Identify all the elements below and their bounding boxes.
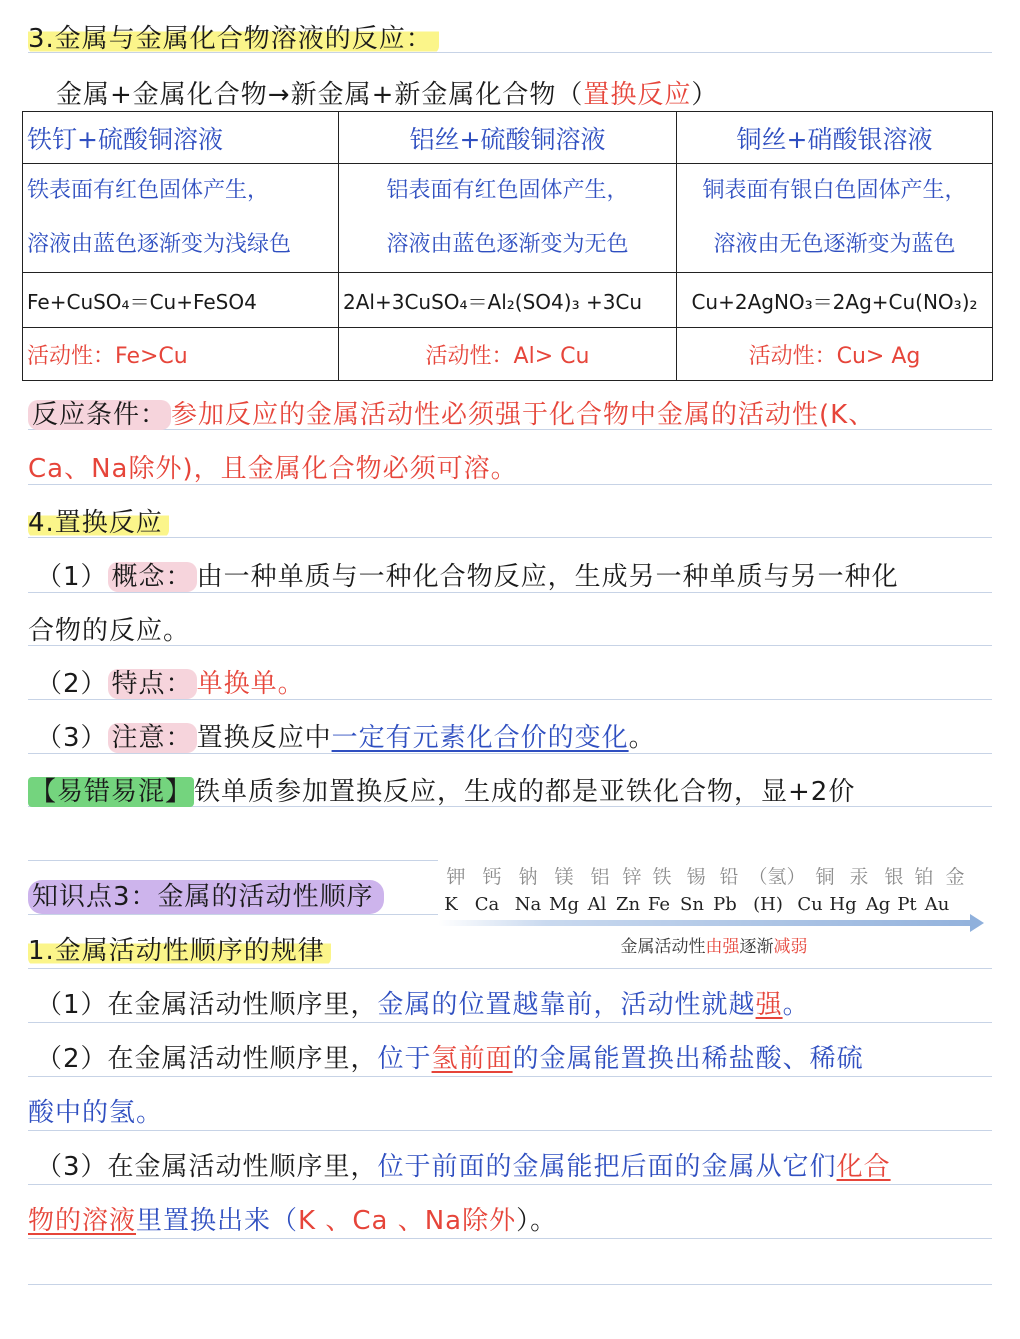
activity-cell: 活动性：Fe>Cu	[23, 328, 339, 381]
series-element-symbol: Hg	[829, 894, 857, 915]
section-3-title-text: 3.金属与金属化合物溶液的反应：	[28, 24, 439, 54]
series-symbol-row	[438, 894, 990, 915]
rule-3-end: ）。	[516, 1206, 558, 1236]
concept-line-1	[36, 560, 899, 594]
rule-1-prefix: （1）在金属活动性顺序里，	[36, 990, 378, 1020]
table-cell	[23, 164, 339, 273]
series-element-cn: 汞	[849, 866, 869, 888]
table-equation-row	[23, 273, 993, 328]
feature-label: 特点：	[108, 669, 197, 699]
ruled-line	[28, 1238, 992, 1239]
feature-number: （2）	[36, 669, 108, 699]
table-header-row	[23, 112, 993, 164]
caption-text: 金属活动性	[620, 937, 706, 957]
concept-text: 由一种单质与一种化合物反应，生成另一种单质与另一种化	[196, 562, 899, 592]
reaction-formula-text: 金属+金属化合物→新金属+新金属化合物（	[56, 80, 584, 110]
ruled-line	[28, 1130, 992, 1131]
series-element-symbol: Zn	[615, 894, 641, 915]
series-element-symbol: Fe	[647, 894, 671, 915]
note-label: 注意：	[108, 723, 197, 753]
rule-3-emphasis: 物的溶液	[28, 1206, 137, 1236]
caption-strong: 由强	[705, 937, 740, 957]
rule-3-exception: K 、Ca 、Na除外	[298, 1206, 517, 1236]
activity-series-caption	[438, 932, 990, 957]
experiment-table	[22, 111, 993, 381]
rule-2-text: 的金属能置换出稀盐酸、稀硫	[512, 1044, 864, 1074]
rule-1-text: 金属的位置越靠前，活动性就越	[377, 990, 756, 1020]
ruled-line	[28, 968, 992, 969]
series-element-symbol: Pt	[897, 894, 917, 915]
note-emphasis: 一定有元素化合价的变化	[331, 723, 629, 753]
note-text: 置换反应中	[196, 723, 332, 753]
series-element-cn: 铂	[914, 866, 934, 888]
equation-cell: Cu+2AgNO₃＝2Ag+Cu(NO₃)₂	[677, 273, 993, 328]
table-activity-row	[23, 328, 993, 381]
ruled-line	[28, 1284, 992, 1285]
series-element-symbol: K	[444, 894, 458, 915]
note-number: （3）	[36, 723, 108, 753]
series-element-symbol: Sn	[680, 894, 704, 915]
table-observation-row	[23, 164, 993, 273]
series-element-symbol: Mg	[549, 894, 579, 915]
rule-1-end: 。	[782, 990, 810, 1020]
caption-text: 逐渐	[739, 937, 774, 957]
ruled-line	[28, 1076, 992, 1077]
rule-2-line-1	[36, 1042, 864, 1076]
table-header-cell: 铝丝+硫酸铜溶液	[339, 112, 677, 164]
series-element-symbol: (H)	[753, 894, 783, 915]
note-end: 。	[628, 723, 656, 753]
series-element-cn: 铜	[815, 866, 835, 888]
rule-3-emphasis: 化合	[836, 1152, 891, 1182]
table-header-cell: 铜丝+硝酸银溶液	[677, 112, 993, 164]
observation-line: 溶液由蓝色逐渐变为浅绿色	[27, 232, 292, 257]
section-3-title	[28, 22, 439, 56]
reaction-condition-line-2: Ca、Na除外)，且金属化合物必须可溶。	[28, 454, 518, 484]
series-element-symbol: Na	[514, 894, 542, 915]
series-element-symbol: Ag	[865, 894, 891, 915]
section-4-title	[28, 506, 169, 540]
equation-cell: Fe+CuSO₄＝Cu+FeSO4	[23, 273, 339, 328]
activity-arrow	[438, 920, 978, 926]
rule-1-emphasis: 强	[755, 990, 783, 1020]
knowledge-point-3-title-text: 知识点3：金属的活动性顺序	[28, 880, 384, 914]
series-element-symbol: Au	[924, 894, 950, 915]
note-line	[36, 721, 656, 755]
activity-series-figure	[438, 856, 990, 964]
series-element-cn: 镁	[554, 866, 574, 888]
reaction-condition-line-1	[28, 398, 875, 432]
feature-line	[36, 667, 305, 701]
reaction-type-label: 置换反应	[583, 80, 692, 110]
concept-label: 概念：	[108, 562, 197, 592]
series-element-cn: 锌	[622, 866, 642, 888]
rule-3-text: 里置换出来（	[136, 1206, 299, 1236]
tip-line	[28, 775, 855, 809]
ruled-line	[28, 860, 438, 861]
activity-cell: 活动性：Al> Cu	[339, 328, 677, 381]
series-chinese-row	[438, 862, 990, 889]
series-element-symbol: Al	[587, 894, 607, 915]
caption-weak: 减弱	[773, 937, 808, 957]
tip-tag: 【易错易混】	[30, 777, 193, 807]
series-element-symbol: Cu	[797, 894, 823, 915]
tip-text: 铁单质参加置换反应，生成的都是亚铁化合物，显+2价	[194, 777, 856, 807]
series-element-cn: 金	[945, 866, 965, 888]
ruled-line	[28, 914, 438, 915]
series-element-cn: 锡	[686, 866, 706, 888]
observation-line: 铝表面有红色固体产生，	[386, 178, 629, 203]
reaction-condition-label: 反应条件：	[28, 400, 171, 430]
activity-cell: 活动性：Cu> Ag	[677, 328, 993, 381]
series-element-cn: （氢）	[748, 866, 806, 888]
rule-3-prefix: （3）在金属活动性顺序里，	[36, 1152, 378, 1182]
rule-1	[36, 988, 810, 1022]
series-element-cn: 铁	[652, 866, 672, 888]
series-element-symbol: Pb	[713, 894, 737, 915]
concept-line-2: 合物的反应。	[28, 616, 191, 646]
series-element-cn: 铅	[719, 866, 739, 888]
series-element-symbol: Ca	[474, 894, 500, 915]
observation-line: 溶液由蓝色逐渐变为无色	[386, 232, 629, 257]
section-4-title-text: 4.置换反应	[28, 508, 169, 538]
series-element-cn: 钙	[482, 866, 502, 888]
reaction-condition-text: 参加反应的金属活动性必须强于化合物中金属的活动性(K、	[171, 400, 876, 430]
series-element-cn: 铝	[590, 866, 610, 888]
arrowhead-icon	[970, 914, 984, 932]
series-element-cn: 银	[884, 866, 904, 888]
ruled-line	[28, 1022, 992, 1023]
concept-number: （1）	[36, 562, 108, 592]
rule-3-text: 位于前面的金属能把后面的金属从它们	[377, 1152, 837, 1182]
observation-line: 铜表面有银白色固体产生，	[702, 178, 967, 203]
feature-text: 单换单。	[196, 669, 305, 699]
rule-2-prefix: （2）在金属活动性顺序里，	[36, 1044, 378, 1074]
knowledge-point-3-title	[28, 880, 384, 914]
rule-3-line-1	[36, 1150, 891, 1184]
ruled-line	[28, 537, 992, 538]
rule-3-line-2	[28, 1204, 557, 1238]
reaction-formula	[56, 78, 718, 112]
rules-title-text: 1.金属活动性顺序的规律	[28, 936, 331, 966]
rule-2-line-2: 酸中的氢。	[28, 1098, 164, 1128]
series-element-cn: 钠	[518, 866, 538, 888]
table-cell	[677, 164, 993, 273]
observation-line: 铁表面有红色固体产生，	[27, 178, 270, 203]
reaction-formula-close: ）	[691, 80, 719, 110]
rules-title	[28, 934, 331, 968]
equation-cell: 2Al+3CuSO₄＝Al₂(SO4)₃ +3Cu	[339, 273, 677, 328]
observation-line: 溶液由无色逐渐变为蓝色	[713, 232, 956, 257]
rule-2-text: 位于	[377, 1044, 432, 1074]
table-header-cell: 铁钉+硫酸铜溶液	[23, 112, 339, 164]
ruled-line	[28, 1184, 992, 1185]
table-cell	[339, 164, 677, 273]
rule-2-emphasis: 氢前面	[431, 1044, 513, 1074]
series-element-cn: 钾	[446, 866, 466, 888]
